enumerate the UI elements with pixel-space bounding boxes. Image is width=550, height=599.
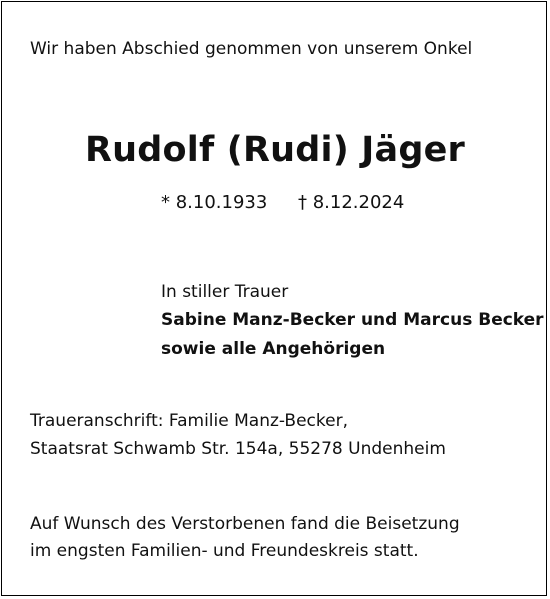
intro-text: Wir haben Abschied genommen von unserem Onkel (30, 39, 473, 59)
mourners-names: Sabine Manz-Becker und Marcus Becker (161, 310, 544, 330)
mourners-relatives: sowie alle Angehörigen (161, 339, 386, 359)
burial-note-line-2: im engsten Familien- und Freundeskreis statt. (30, 541, 419, 561)
deceased-name: Rudolf (Rudi) Jäger (85, 130, 465, 170)
death-date: † 8.12.2024 (298, 192, 405, 213)
birth-date: * 8.10.1933 (161, 192, 268, 213)
mourning-label: In stiller Trauer (161, 282, 289, 302)
burial-note-line-1: Auf Wunsch des Verstorbenen fand die Beisetzung (30, 514, 460, 534)
mourning-address-line-2: Staatsrat Schwamb Str. 154a, 55278 Undenheim (30, 439, 446, 459)
mourning-address-line-1: Traueranschrift: Familie Manz-Becker, (30, 411, 348, 431)
